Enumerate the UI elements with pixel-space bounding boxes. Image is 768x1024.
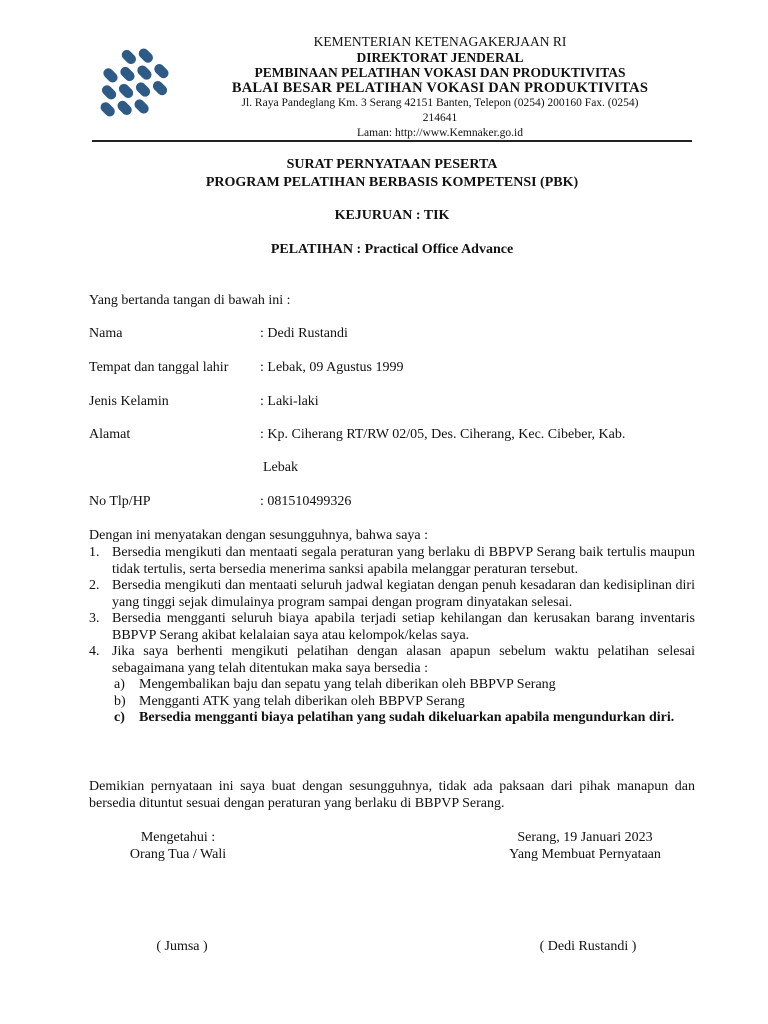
list-item	[89, 611, 695, 644]
address-line-1: Jl. Raya Pandeglang Km. 3 Serang 42151 Banten, Telepon (0254) 200160 Fax. (0254)	[241, 97, 639, 109]
list-text: Bersedia mengganti seluruh biaya apabila terjadi setiap kehilangan dan kerusakan barang inventaris BBPVP Serang akibat kelalaian saya atau kelompok/kelas saya.	[112, 611, 695, 643]
alamat-value-line-2: Lebak	[263, 460, 298, 475]
right-signature-label: Yang Membuat Pernyataan	[509, 847, 661, 862]
signature-left	[100, 829, 256, 863]
website: Laman: http://www.Kemnaker.go.id	[357, 127, 523, 139]
list-number: 1.	[89, 545, 100, 560]
division-name: PEMBINAAN PELATIHAN VOKASI DAN PRODUKTIVITAS	[254, 65, 626, 80]
sub-list-number: a)	[114, 677, 125, 692]
statement-list	[89, 545, 695, 727]
sub-list-item	[89, 710, 695, 727]
institution-name: BALAI BESAR PELATIHAN VOKASI DAN PRODUKTIVITAS	[231, 79, 649, 96]
list-text: Bersedia mengikuti dan mentaati seluruh jadwal kegiatan dengan penuh kesadaran dan kedisiplinan diri yang tinggi sejak dimulainya program sampai dengan program dinyatakan selesai.	[112, 578, 695, 610]
nama-value: : Dedi Rustandi	[260, 326, 348, 341]
sub-list-item	[89, 694, 695, 711]
sub-list-text: Mengembalikan baju dan sepatu yang telah diberikan oleh BBPVP Serang	[139, 677, 556, 692]
right-signer-name: ( Dedi Rustandi )	[539, 939, 637, 954]
alamat-label: Alamat	[89, 427, 131, 442]
jenis-kelamin-label: Jenis Kelamin	[89, 394, 169, 409]
pelatihan: PELATIHAN : Practical Office Advance	[270, 242, 514, 257]
list-item	[89, 545, 695, 578]
list-item	[89, 644, 695, 677]
left-signature-label-1: Mengetahui :	[140, 830, 216, 845]
ttl-label: Tempat dan tanggal lahir	[89, 360, 229, 375]
sub-list-text: Mengganti ATK yang telah diberikan oleh BBPVP Serang	[139, 693, 465, 709]
hp-value: : 081510499326	[260, 494, 352, 509]
list-text: Bersedia mengikuti dan mentaati segala peraturan yang berlaku di BBPVP Serang baik tertulis maupun tidak tertulis, serta bersedia menerima sanksi apabila melanggar peraturan tersebut.	[112, 545, 695, 577]
letterhead	[205, 34, 675, 141]
list-text: Jika saya berhenti mengikuti pelatihan dengan alasan apapun sebelum waktu pelatihan selesai sebagaimana yang telah ditentukan maka saya bersedia :	[112, 644, 695, 676]
list-number: 2.	[89, 578, 100, 593]
hp-label: No Tlp/HP	[89, 494, 151, 509]
signature-right	[470, 829, 700, 863]
statement-intro: Dengan ini menyatakan dengan sesungguhnya, bahwa saya :	[89, 528, 429, 543]
kejuruan: KEJURUAN : TIK	[334, 208, 450, 223]
kemnaker-logo	[92, 44, 170, 128]
jenis-kelamin-value: : Laki-laki	[260, 394, 319, 409]
sub-list-number: c)	[114, 710, 125, 725]
left-signature-label-2: Orang Tua / Wali	[129, 847, 227, 862]
closing-paragraph: Demikian pernyataan ini saya buat dengan sesungguhnya, tidak ada paksaan dari pihak manapun dan bersedia dituntut sesuai dengan peraturan yang berlaku di BBPVP Serang.	[89, 779, 695, 811]
address-line-2: 214641	[422, 112, 458, 124]
title-line-2: PROGRAM PELATIHAN BERBASIS KOMPETENSI (PBK)	[205, 175, 579, 190]
nama-label: Nama	[89, 326, 123, 341]
title-line-1: SURAT PERNYATAAN PESERTA	[286, 157, 498, 172]
intro-text: Yang bertanda tangan di bawah ini :	[89, 293, 291, 308]
ttl-value: : Lebak, 09 Agustus 1999	[260, 360, 404, 375]
header-divider	[92, 140, 692, 142]
list-number: 4.	[89, 644, 100, 659]
sub-list-item	[89, 677, 695, 694]
alamat-value: : Kp. Ciherang RT/RW 02/05, Des. Ciherang, Kec. Cibeber, Kab.	[260, 427, 626, 442]
ministry-name: KEMENTERIAN KETENAGAKERJAAN RI	[313, 34, 567, 49]
left-signer-name: ( Jumsa )	[156, 939, 208, 954]
sub-list-number: b)	[114, 693, 126, 709]
list-item	[89, 578, 695, 611]
directorate-name: DIREKTORAT JENDERAL	[356, 49, 524, 65]
right-signature-place-date: Serang, 19 Januari 2023	[517, 830, 653, 845]
list-number: 3.	[89, 611, 100, 626]
sub-list-text: Bersedia mengganti biaya pelatihan yang sudah dikeluarkan apabila mengundurkan diri.	[139, 710, 675, 725]
